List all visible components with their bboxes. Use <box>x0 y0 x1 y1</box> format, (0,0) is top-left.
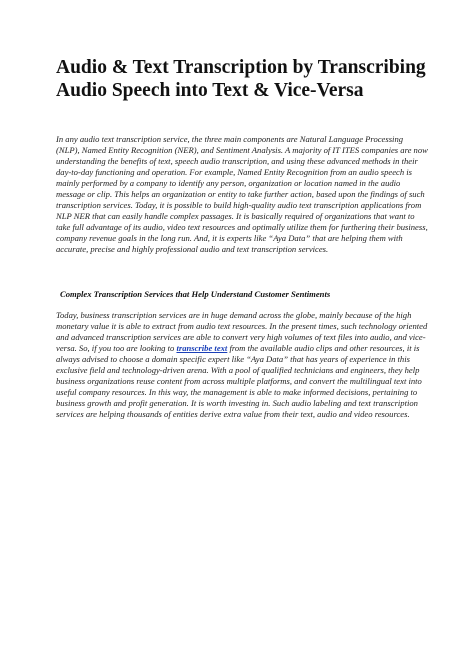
document-title: Audio & Text Transcription by Transcribing Audio Speech into Text & Vice-Versa <box>56 57 426 101</box>
section-heading: Complex Transcription Services that Help Understand Customer Sentiments <box>60 289 331 299</box>
intro-paragraph: In any audio text transcription service, the three main components are Natural Language Processing (NLP), Named Entity Recognition (NER), and Sentiment Analysis. A majority of IT ITES companies are now understanding the benefits of text, speech audio transcription, and using these advanced methods in their day-to-day functioning and operation. For example, Named Entity Recognition from an audio speech is mainly performed by a company to identify any person, organization or location named in the audio message or clip. This helps an organization or entity to take further action, based upon the findings of such transcription services. Today, it is possible to build high-quality audio text transcription applications from NLP NER that can easily handle complex passages. It is basically required of organizations that want to take full advantage of its audio, video text resources and optimally utilize them for furthering their business, company revenue goals in the long run. And, it is experts like “Aya Data” that are helping them with accurate, precise and highly professional audio and text transcription services. <box>56 134 428 254</box>
transcribe-text-link[interactable]: transcribe text <box>176 343 228 353</box>
body-text-after-link: from the available audio clips and other resources, it is always advised to choose a domain specific expert like “Aya Data” that has years of experience in this exclusive field and technology-driven arena. With a pool of qualified technicians and engineers, they help business organizations reuse content from across multiple platforms, and convert the multilingual text into useful company resources. In this way, the management is able to make informed decisions, pertaining to business growth and profit generation. It is worth investing in. Such audio labeling and text transcription services are helping thousands of entities derive extra value from their text, audio and video resources. <box>56 343 422 419</box>
body-paragraph <box>56 310 428 420</box>
body-text-before-link: Today, business transcription services are in huge demand across the globe, mainly because of the high monetary value it is able to extract from audio text resources. In the present times, such technology oriented and advanced transcription services are able to convert very high volumes of text files into audio, and vice-versa. So, if you too are looking to <box>56 310 428 353</box>
